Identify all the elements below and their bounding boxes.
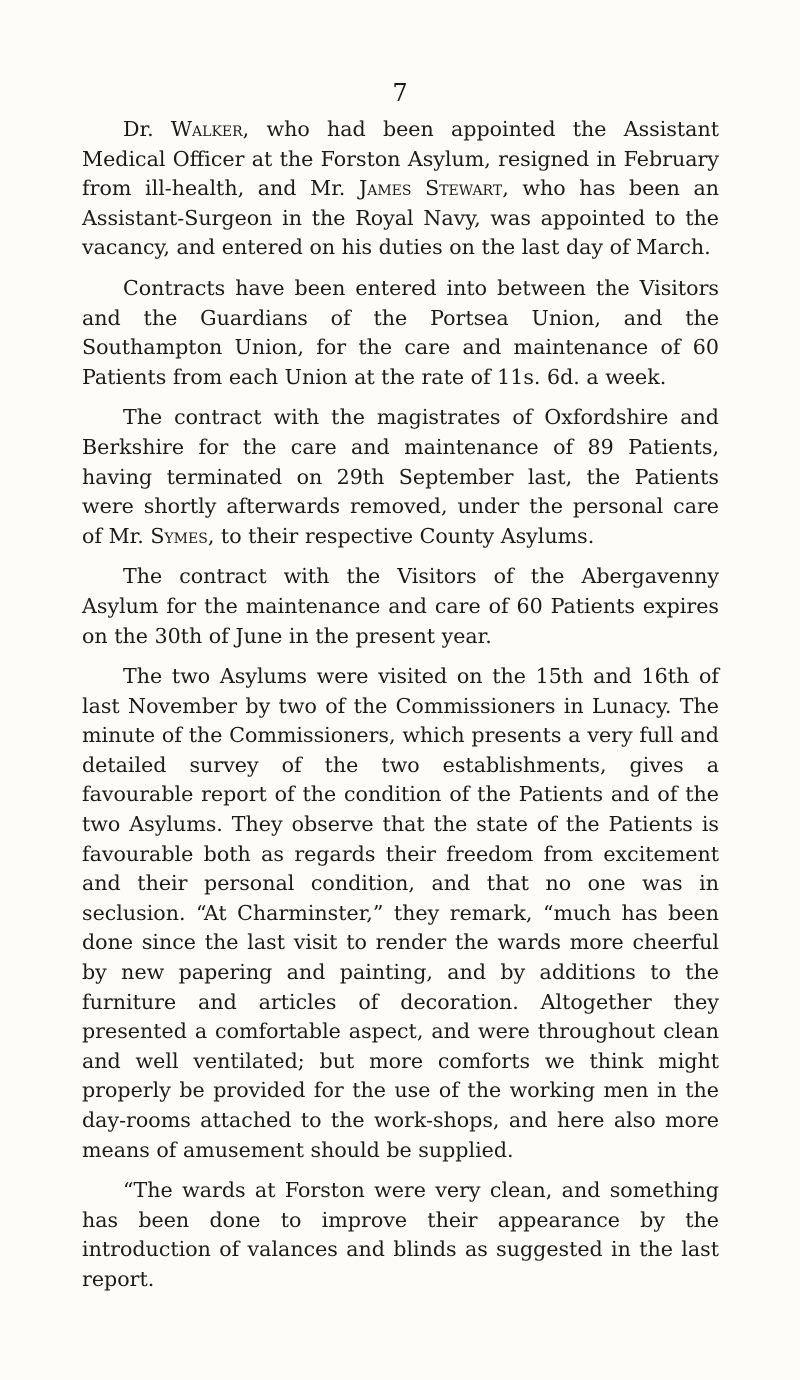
page-number: 7 — [392, 79, 408, 107]
person-name-symes: Symes — [150, 523, 208, 548]
paragraph-commissioners-visit: The two Asylums were visited on the 15th and 16th of last November by two of the Commissioners in Lunacy. The minute of the Commissioners, which presents a very full and detailed survey of the two establishments, gives a favourable report of the condition of the Patients and of the two Asylums. They observe that the state of the Patients is favourable both as regards their freedom from excitement and their personal condition, and that no one was in seclusion. “At Charminster,” they remark, “much has been done since the last visit to render the wards more cheerful by new papering and painting, and by additions to the furniture and articles of decoration. Altogether they presented a comfortable aspect, and were throughout clean and well ventilated; but more comforts we think might properly be provided for the use of the working men in the day-rooms attached to the work-shops, and here also more means of amusement should be supplied. — [82, 664, 719, 1162]
paragraph-oxfordshire-contract — [82, 403, 719, 551]
paragraph-staff-changes — [82, 115, 719, 263]
text-run: Dr. — [123, 117, 171, 141]
paragraph-contracts: Contracts have been entered into between the Visitors and the Guardians of the Portsea Union, and the Southampton Union, for the care and maintenance of 60 Patients from each Union at the rate of 11s. 6d. a week. — [82, 275, 719, 389]
person-name-stewart: James Stewart — [358, 176, 503, 201]
text-run: , who has been an Assistant-Surgeon in the Royal Navy, was appointed to the vacancy, and entered on his duties on the last day of March. — [82, 176, 719, 260]
person-name-walker: Walker — [170, 117, 243, 141]
body-text — [82, 115, 719, 1306]
paragraph-abergavenny-contract: The contract with the Visitors of the Abergavenny Asylum for the maintenance and care of 60 Patients expires on the 30th of June in the present year. — [82, 564, 719, 648]
text-run: , who had been appointed the Assistant Medical Officer at the Forston Asylum, resigned in February from ill-health, and Mr. — [82, 117, 719, 201]
paragraph-forston-wards: “The wards at Forston were very clean, and something has been done to improve their appearance by the introduction of valances and blinds as suggested in the last report. — [82, 1178, 719, 1291]
text-run: , to their respective County Asylums. — [207, 523, 595, 548]
text-run: The contract with the magistrates of Oxfordshire and Berkshire for the care and maintenance of 89 Patients, having terminated on 29th September last, the Patients were shortly afterwards removed, under the personal care of Mr. — [82, 405, 719, 548]
